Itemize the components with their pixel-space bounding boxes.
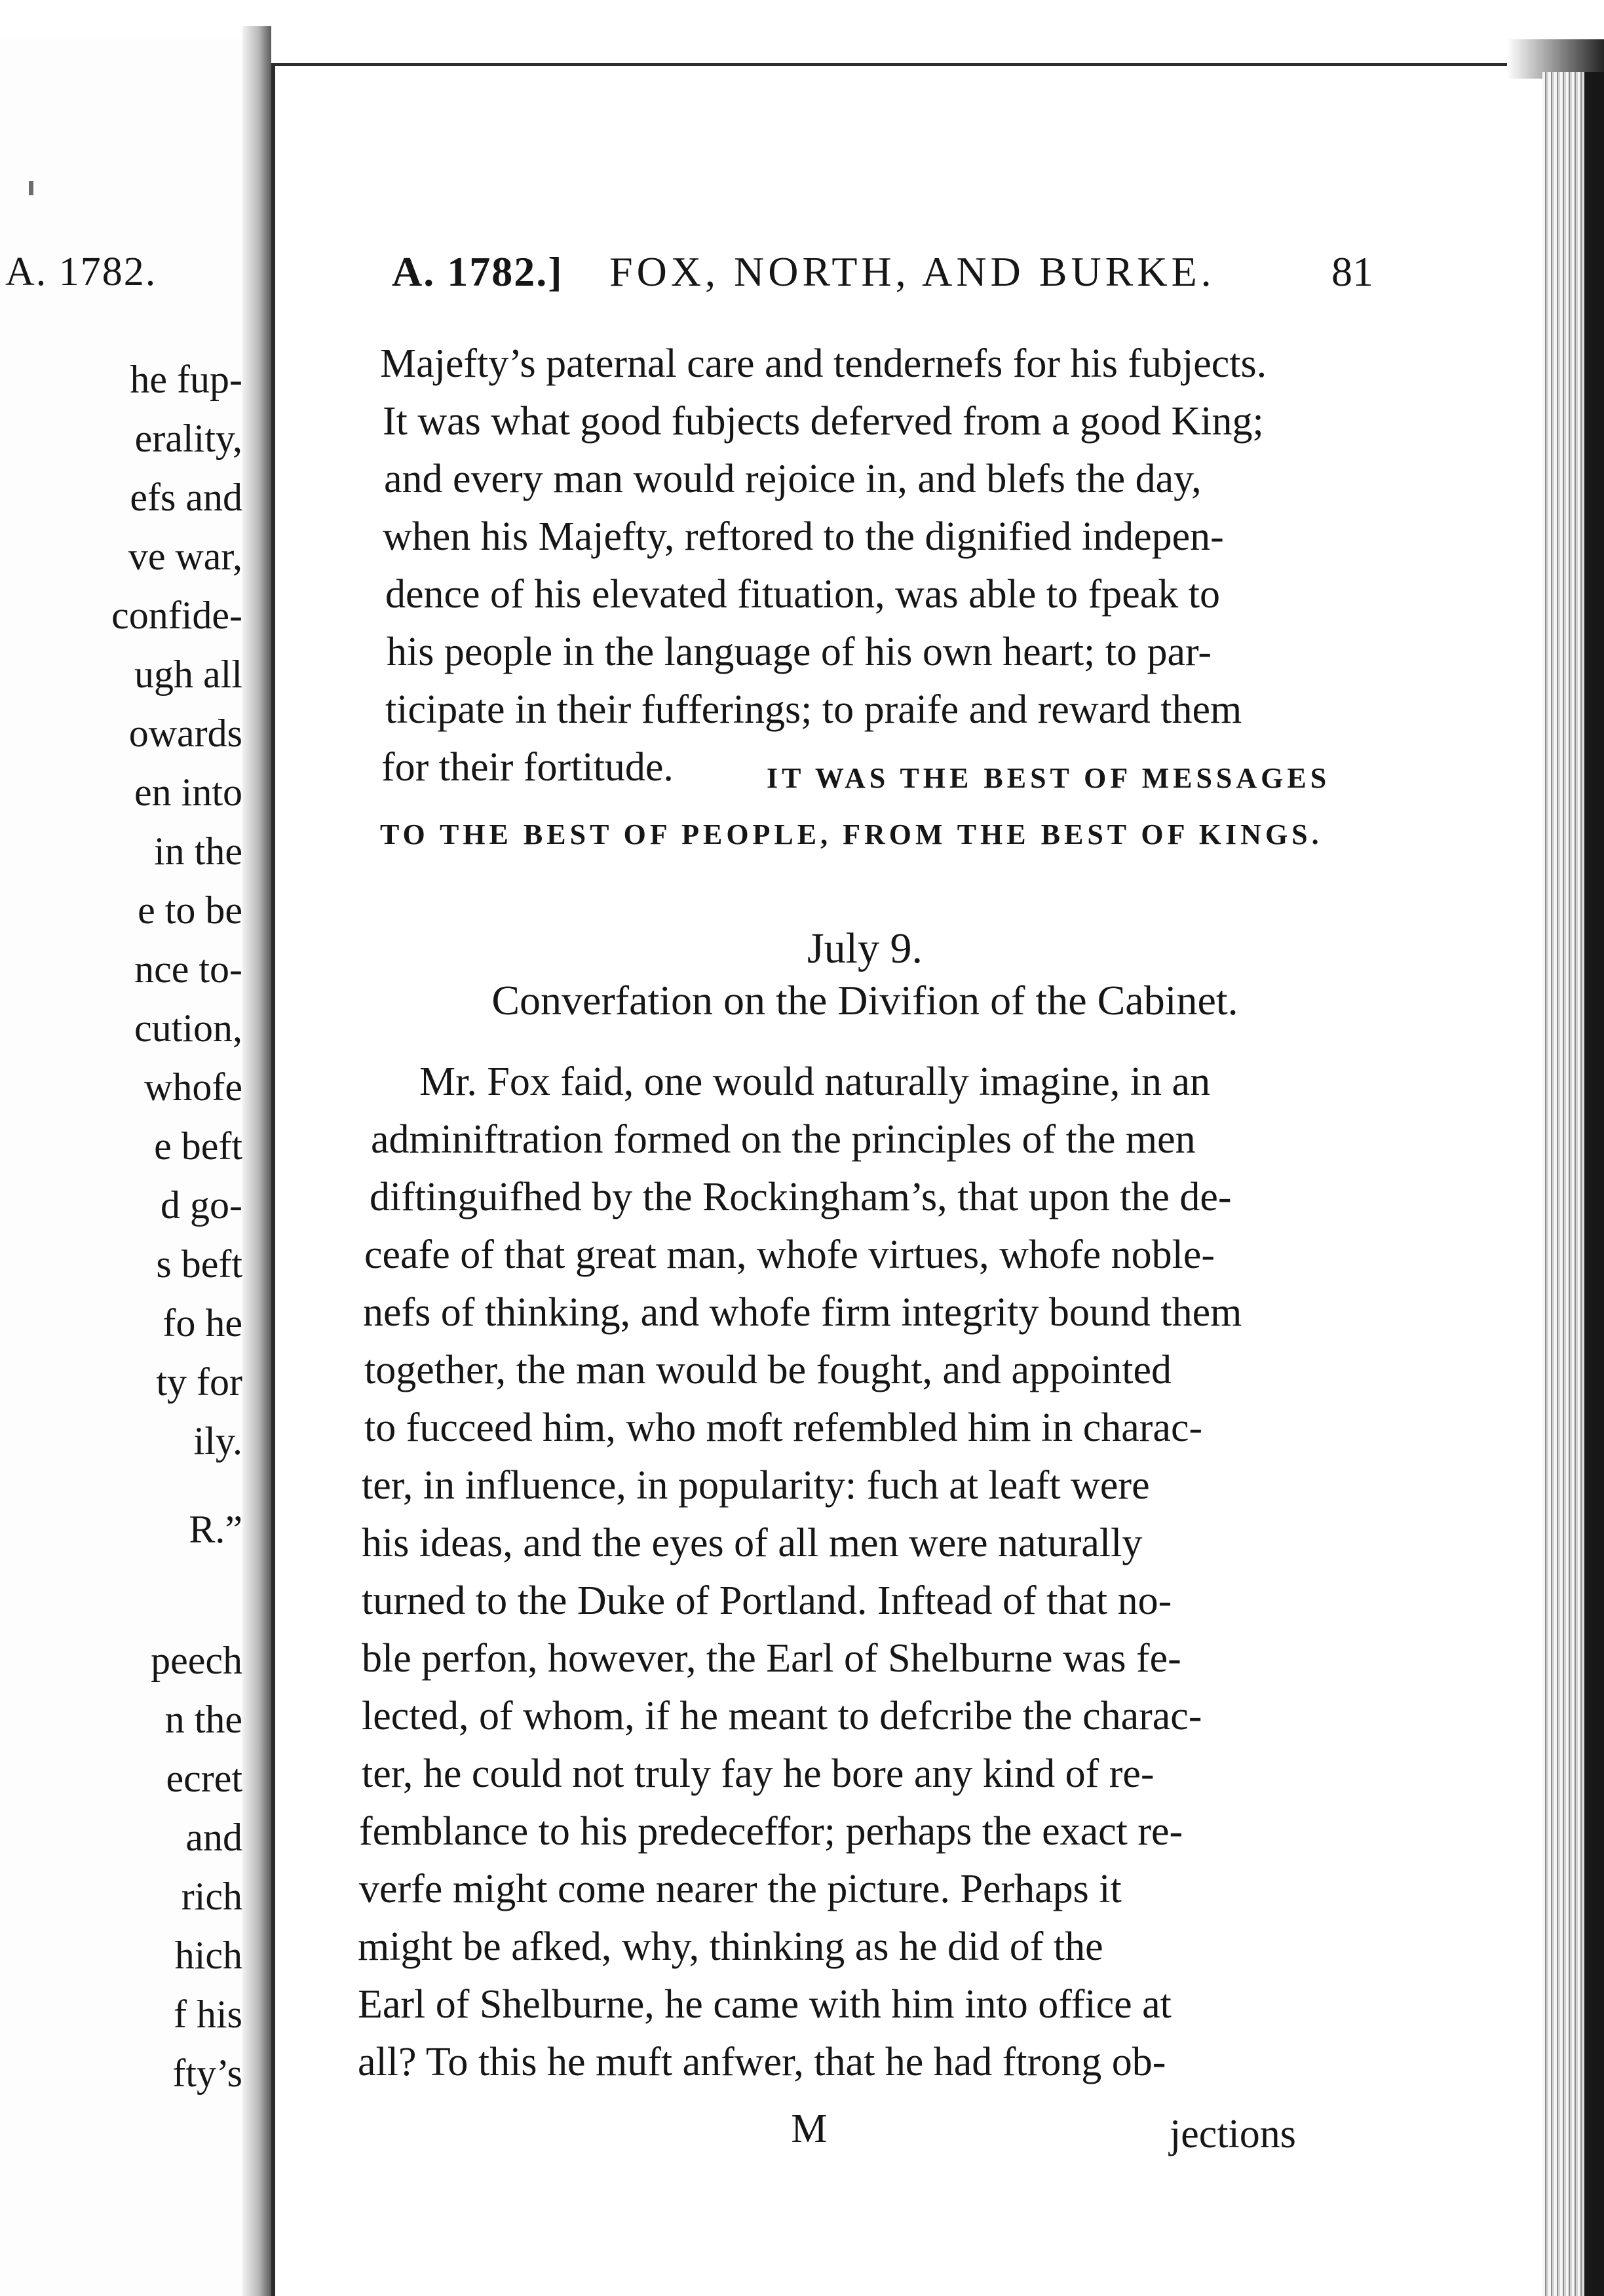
text-line: his people in the language of his own heart; to par- bbox=[387, 630, 1212, 674]
left-page-line: R.” bbox=[189, 1508, 242, 1551]
left-page-line: fo he bbox=[162, 1301, 242, 1345]
scan-border bbox=[1584, 72, 1604, 2296]
text-line: might be afked, why, thinking as he did of the bbox=[358, 1924, 1103, 1969]
left-page-line: rich bbox=[181, 1875, 242, 1918]
left-page-line: fty’s bbox=[172, 2052, 242, 2095]
left-page-line: erality, bbox=[134, 417, 242, 460]
text-line: ter, he could not truly fay he bore any kind of re- bbox=[362, 1751, 1155, 1796]
text-line: dence of his elevated fituation, was able to fpeak to bbox=[385, 572, 1220, 617]
text-line: all? To this he muft anfwer, that he had ftrong ob- bbox=[358, 2040, 1166, 2084]
left-page-line: ecret bbox=[166, 1757, 242, 1800]
ink-speck bbox=[29, 181, 33, 195]
text-line: for their fortitude. bbox=[381, 745, 674, 790]
running-head-title: FOX, NORTH, AND BURKE. bbox=[609, 248, 1215, 295]
left-page-line: cution, bbox=[134, 1006, 242, 1050]
left-page-line: n the bbox=[164, 1698, 242, 1741]
left-page-line: hich bbox=[174, 1934, 242, 1977]
text-line: femblance to his predeceffor; perhaps the exact re- bbox=[359, 1809, 1183, 1854]
left-page-line: d go- bbox=[161, 1183, 242, 1227]
left-page-line: he fup- bbox=[130, 358, 242, 401]
left-page-line: nce to- bbox=[134, 947, 242, 991]
left-page-line: whofe bbox=[144, 1065, 242, 1109]
text-line: Mr. Fox faid, one would naturally imagine, in an bbox=[419, 1060, 1211, 1104]
left-page-line: owards bbox=[128, 712, 242, 755]
text-line: Earl of Shelburne, he came with him into office at bbox=[358, 1982, 1172, 2027]
text-line: ticipate in their fufferings; to praife and reward them bbox=[385, 687, 1242, 732]
left-page-line: s beft bbox=[156, 1242, 242, 1286]
left-page-line: ugh all bbox=[134, 653, 242, 696]
left-page-line: e beft bbox=[154, 1124, 242, 1168]
section-heading: Converfation on the Divifion of the Cabinet. bbox=[491, 977, 1238, 1024]
left-page bbox=[0, 39, 256, 2296]
left-page-line: f his bbox=[174, 1993, 242, 2036]
text-line: adminiftration formed on the principles of the men bbox=[371, 1117, 1196, 1162]
text-line: nefs of thinking, and whofe firm integrity bound them bbox=[363, 1290, 1242, 1335]
left-page-line: en into bbox=[134, 771, 242, 814]
text-line: his ideas, and the eyes of all men were naturally bbox=[362, 1521, 1143, 1565]
left-page-line: in the bbox=[154, 830, 242, 873]
text-line: diftinguifhed by the Rockingham’s, that upon the de- bbox=[370, 1175, 1232, 1219]
signature-mark: M bbox=[791, 2107, 828, 2151]
emphasis-line: IT WAS THE BEST OF MESSAGES bbox=[767, 762, 1331, 794]
left-page-line: e to be bbox=[138, 889, 242, 932]
left-page-header: A. 1782. bbox=[5, 250, 157, 294]
date-heading: July 9. bbox=[807, 925, 923, 972]
emphasis-line: TO THE BEST OF PEOPLE, FROM THE BEST OF KINGS. bbox=[380, 818, 1323, 851]
left-page-line: ve war, bbox=[128, 535, 242, 578]
text-line: Majefty’s paternal care and tendernefs for his fubjects. bbox=[380, 341, 1267, 386]
text-line: verfe might come nearer the picture. Perhaps it bbox=[359, 1867, 1122, 1911]
running-head-date: A. 1782.] bbox=[392, 248, 563, 295]
catchword: jections bbox=[1170, 2112, 1296, 2156]
text-line: to fucceed him, who moft refembled him in charac- bbox=[364, 1406, 1203, 1450]
text-line: ble perfon, however, the Earl of Shelburne was fe- bbox=[362, 1636, 1181, 1681]
text-line: lected, of whom, if he meant to defcribe the charac- bbox=[362, 1694, 1202, 1738]
left-page-line: and bbox=[185, 1816, 242, 1859]
page-number: 81 bbox=[1331, 248, 1373, 295]
text-line: ter, in influence, in popularity: fuch at leaft were bbox=[362, 1463, 1150, 1508]
left-page-line: ily. bbox=[193, 1419, 242, 1463]
text-line: It was what good fubjects deferved from a good King; bbox=[383, 399, 1264, 444]
text-line: ceafe of that great man, whofe virtues, whofe noble- bbox=[364, 1233, 1215, 1277]
left-page-line: efs and bbox=[130, 476, 242, 519]
text-line: and every man would rejoice in, and blefs the day, bbox=[384, 457, 1202, 501]
text-line: when his Majefty, reftored to the dignified indepen- bbox=[383, 514, 1224, 559]
left-page-line: confide- bbox=[111, 594, 242, 637]
left-page-line: peech bbox=[151, 1639, 242, 1682]
left-page-line: ty for bbox=[156, 1360, 242, 1404]
text-line: turned to the Duke of Portland. Inftead of that no- bbox=[362, 1578, 1172, 1623]
text-line: together, the man would be fought, and appointed bbox=[364, 1348, 1172, 1392]
gutter-shadow bbox=[242, 26, 271, 2296]
